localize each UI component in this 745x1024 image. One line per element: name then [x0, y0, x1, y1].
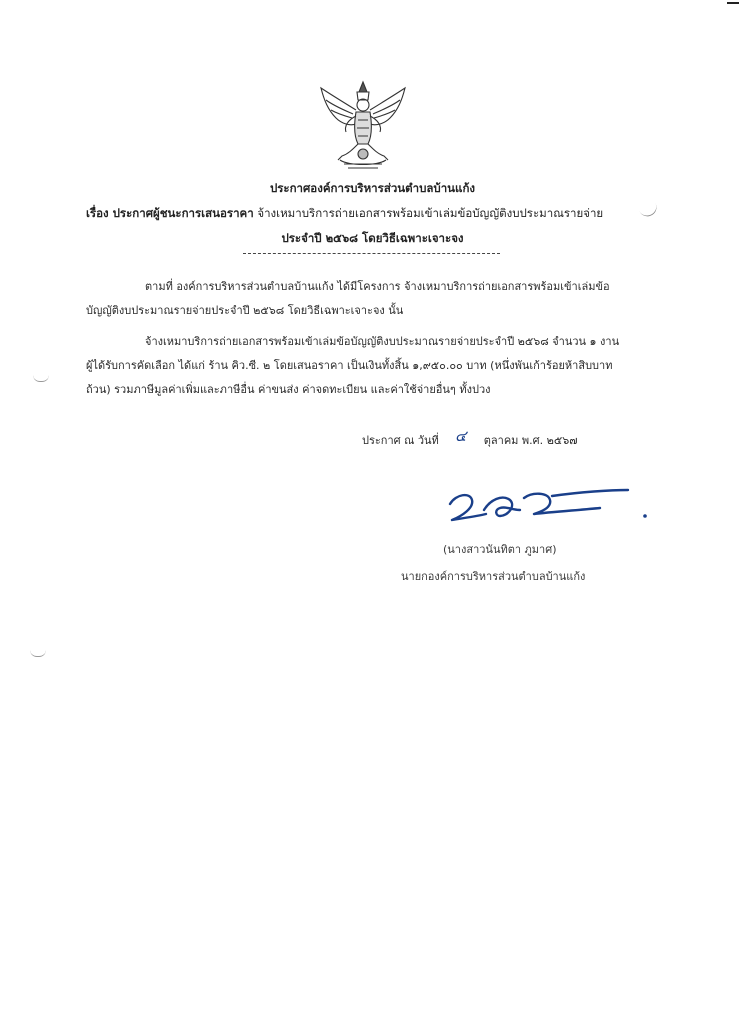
subject-label: เรื่อง ประกาศผู้ชนะการเสนอราคา [86, 206, 254, 220]
divider [243, 253, 500, 254]
announcement-date [362, 431, 578, 449]
corner-mark [727, 2, 739, 4]
subject-line-2: ประจำปี ๒๕๖๘ โดยวิธีเฉพาะเจาะจง [281, 231, 464, 245]
date-prefix: ประกาศ ณ วันที่ [362, 434, 439, 447]
subject-text: จ้างเหมาบริการถ่ายเอกสารพร้อมเข้าเล่มข้อบัญญัติงบประมาณรายจ่าย [253, 206, 604, 220]
paragraph-2-line-3: ถ้วน) รวมภาษีมูลค่าเพิ่มและภาษีอื่น ค่าขนส่ง ค่าจดทะเบียน และค่าใช้จ่ายอื่นๆ ทั้งปวง [86, 383, 491, 396]
signature-icon [440, 480, 670, 530]
paragraph-2-line-1: จ้างเหมาบริการถ่ายเอกสารพร้อมเข้าเล่มข้อบัญญัติงบประมาณรายจ่ายประจำปี ๒๕๖๘ จำนวน ๑ งาน [145, 335, 620, 348]
paragraph-1-line-2: บัญญัติงบประมาณรายจ่ายประจำปี ๒๕๖๘ โดยวิธีเฉพาะเจาะจง นั้น [86, 304, 404, 317]
garuda-emblem-icon [318, 80, 408, 172]
signer-position: นายกองค์การบริหารส่วนตำบลบ้านแก้ง [401, 570, 586, 583]
date-day-handwritten: ๔ [455, 427, 467, 445]
signer-name: (นางสาวนันทิตา ภูมาศ) [443, 543, 557, 556]
paragraph-1-line-1: ตามที่ องค์การบริหารส่วนตำบลบ้านแก้ง ได้มีโครงการ จ้างเหมาบริการถ่ายเอกสารพร้อมเข้าเล่มข้อ [145, 280, 610, 293]
subject-line [86, 205, 666, 223]
punch-hole-mark [30, 650, 46, 657]
announcement-title: ประกาศองค์การบริหารส่วนตำบลบ้านแก้ง [269, 181, 476, 195]
date-suffix: ตุลาคม พ.ศ. ๒๕๖๗ [483, 434, 578, 447]
paragraph-2-line-2: ผู้ได้รับการคัดเลือก ได้แก่ ร้าน คิว.ซี. ๒ โดยเสนอราคา เป็นเงินทั้งสิ้น ๑,๙๕๐.๐๐ บาท (หนึ่งพันเก้าร้อยห้าสิบบาท [86, 359, 613, 372]
punch-hole-mark [33, 375, 49, 382]
